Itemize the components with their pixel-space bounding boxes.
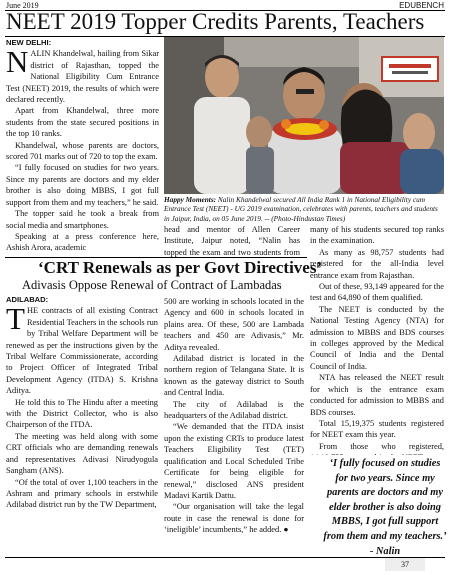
article1-paragraph: “I fully focused on studies for two years. Since my parents are doctors and my elder brother is also doing MBBS, I got full support from them and my teachers,” he said. — [6, 163, 159, 207]
article2-paragraph: HE contracts of all existing Contract Residential Teachers in the schools run by Tribal Welfare Department will be renewed as per the instructions given by the Tribal Welfare Commissionerate, according to Project Officer of Integrated Tribal Development Agency (ITDA) S. Krishna Aditya. — [6, 306, 158, 396]
article2-paragraph: The city of Adilabad is the headquarters of the Adilabad district. — [164, 399, 304, 421]
caption-text: Nalin Khandelwal secured All India Rank 1 in National Eligibility cum Entrance Test (NEET) - UG 2019 examination, celebrates with parents, teachers and students in Jaipur, India, on 05 June 2019. -- (Photo-Hindustan Times) — [164, 195, 438, 223]
article1-paragraph: Speaking at a press conference here, Ashish Arora, academic — [6, 231, 159, 253]
article1-paragraph: Apart from Khandelwal, three more students from the state secured positions in the top 10 ranks. — [6, 106, 159, 139]
article1-paragraph: ALIN Khandelwal, hailing from Sikar district of Rajasthan, topped the National Eligibility Cum Entrance Test (NEET) 2019, the results of which were declared recently. — [6, 49, 159, 105]
article2-paragraph: 500 are working in schools located in the Agency and 600 in schools located in plains area. Of these, 500 are Lambada teachers and 450 are Adivasis,” Mr. Aditya revealed. — [164, 297, 304, 352]
article1-paragraph: many of his students secured top ranks in the examination. — [310, 225, 444, 246]
page-number: 37 — [385, 558, 425, 571]
article2-headline: ‘CRT Renewals as per Govt Directives’ — [38, 258, 323, 277]
issue-date: June 2019 — [6, 1, 39, 10]
article1-paragraph: The topper said he took a break from social media and smartphones. — [6, 209, 159, 230]
celebration-photo-illustration — [164, 37, 444, 194]
article1-paragraph: NTA has released the NEET result for which is the entrance exam conducted for admission to MBBS and BDS courses. — [310, 373, 444, 417]
article2-paragraph: He told this to The Hindu after a meeting with the District Collector, who is also Chairperson of the ITDA. — [6, 397, 158, 430]
article2-paragraph: The meeting was held along with some CRT officials who are demanding renewals and representatives Adivasi Nirudyogula Sangham (ANS). — [6, 431, 158, 476]
article1-column3 — [310, 224, 444, 455]
article2-column1 — [6, 294, 158, 556]
news-photo — [164, 37, 444, 194]
article2-dropcap: T — [6, 301, 25, 337]
article1-paragraph: As many as 98,757 students had registered for the all-India level entrance exam from Rajasthan. — [310, 247, 444, 280]
article1-column1 — [6, 37, 159, 255]
article2-column2 — [164, 296, 304, 556]
footer-rule — [5, 557, 445, 558]
article2-dateline: ADILABAD: — [6, 295, 49, 304]
article1-paragraph: Total 15,19,375 students registered for NEET exam this year. — [310, 418, 444, 440]
publication-name: EDUBENCH — [399, 1, 444, 10]
article1-column2 — [164, 224, 300, 257]
article2-paragraph: “Our organisation will take the legal route in case the renewal is done for ‘ineligible’ incumbents,” he added. ● — [164, 502, 304, 535]
article1-dropcap: N — [6, 44, 29, 80]
article2-paragraph: Adilabad district is located in the northern region of Telangana State. It is known as the gateway district to South and Central India. — [164, 354, 304, 398]
article1-paragraph: From those who registered, — [319, 441, 444, 451]
main-headline: NEET 2019 Topper Credits Parents, Teachers — [6, 9, 425, 34]
article2-paragraph: “We demanded that the ITDA insist upon the existing CRTs to produce latest Teachers Eligibility Test (TET) qualification and Local Scheduled Tribe Certificate for being eligible for renewal,” disclosed ANS president Madavi Kartik Dattu. — [164, 422, 304, 500]
article1-paragraph: Khandelwal, whose parents are doctors, scored 701 marks out of 720 to top the exam. — [6, 140, 159, 162]
article1-paragraph: head and mentor of Allen Career Institute, Jaipur noted, “Nalin has topped the exam and two students from — [164, 225, 300, 257]
photo-caption — [164, 195, 444, 223]
article1-paragraph: The NEET is conducted by the National Testing Agency (NTA) for admission to MBBS and BDS courses in colleges approved by the Medical Council of India and the Dental Council of India. — [310, 304, 444, 371]
caption-lead: Happy Moments: — [164, 195, 217, 204]
article1-dateline: NEW DELHI: — [6, 38, 52, 47]
article2-subheadline: Adivasis Oppose Renewal of Contract of Lambadas — [22, 278, 282, 292]
article1-paragraph: Out of these, 93,149 appeared for the test and 64,890 of them qualified. — [310, 282, 444, 303]
article2-paragraph: “Of the total of over 1,100 teachers in the Ashram and primary schools in erstwhile Adilabad district run by the TW Department, — [6, 477, 158, 510]
pull-quote: ‘I fully focused on studies for two years. Since my parents are doctors and my elder brother is also doing MBBS, I got full support from them and my teachers.’ - Nalin — [323, 458, 447, 557]
